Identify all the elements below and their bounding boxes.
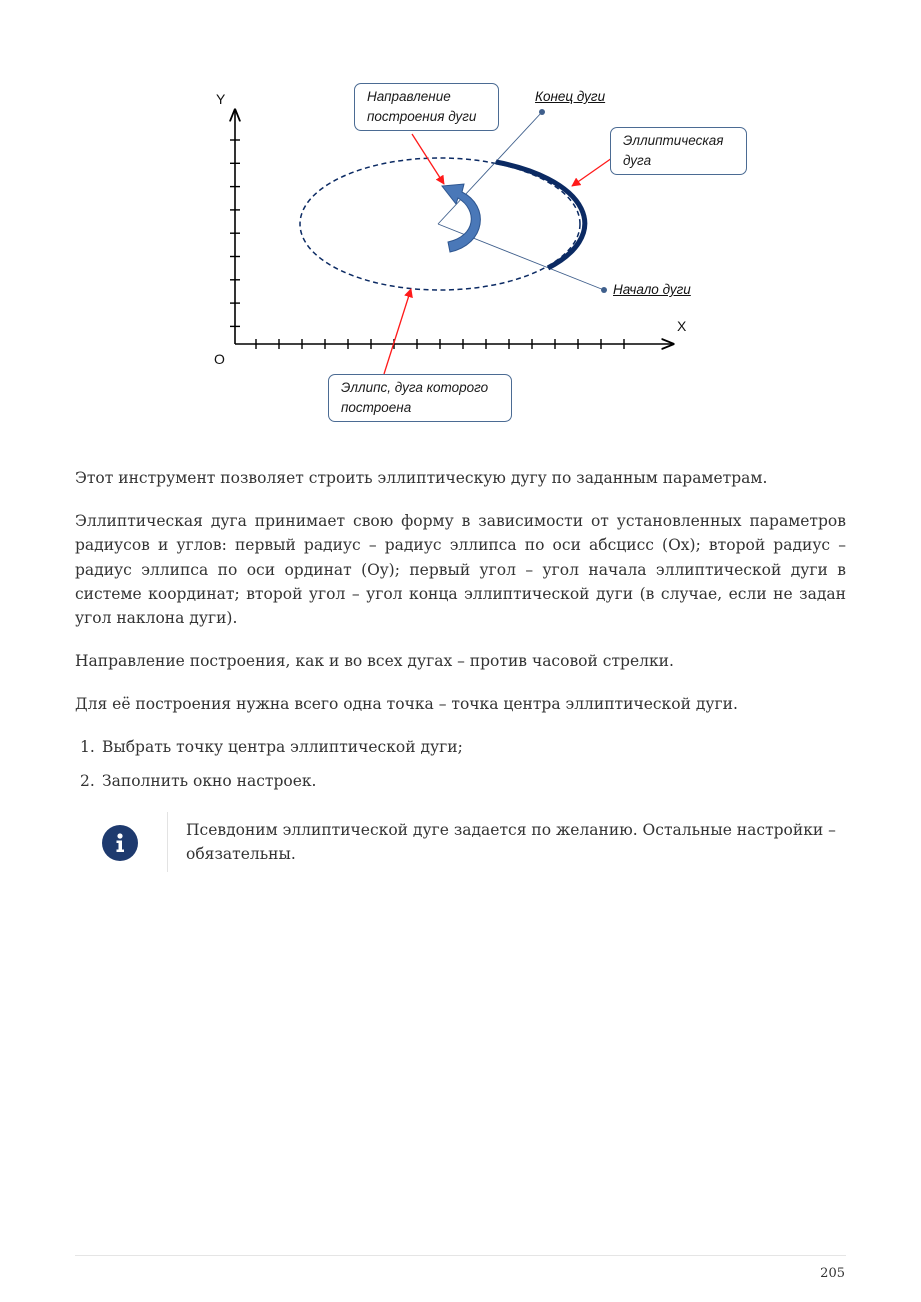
arc-start-label: Начало дуги: [613, 282, 691, 297]
info-icon: [102, 825, 138, 861]
pointer-ellipse: [384, 289, 411, 374]
elliptic-arc-diagram: [200, 78, 760, 428]
points-paragraph: Для её построения нужна всего одна точка – точка центра эллиптической дуги.: [75, 695, 738, 713]
callout-ellipse-line2: построена: [341, 400, 412, 415]
arc-end-label: Конец дуги: [535, 89, 606, 104]
callout-arc-line1: Эллиптическая: [623, 133, 724, 148]
y-axis-label: Y: [216, 91, 226, 107]
page-number: 205: [820, 1266, 845, 1281]
callout-ellipse-line1: Эллипс, дуга которого: [341, 380, 489, 395]
list-item-text: Заполнить окно настроек.: [102, 772, 317, 790]
x-axis-label: X: [677, 318, 687, 334]
intro-paragraph: Этот инструмент позволяет строить эллиптическую дугу по заданным параметрам.: [75, 469, 768, 487]
callout-direction: [354, 83, 499, 131]
list-item: [80, 735, 780, 759]
direction-paragraph: Направление построения, как и во всех дугах – против часовой стрелки.: [75, 652, 674, 670]
end-point: [539, 109, 545, 115]
list-item-number: 2.: [80, 772, 95, 790]
pointer-arc: [572, 158, 612, 186]
list-item-text: Выбрать точку центра эллиптической дуги;: [102, 738, 463, 756]
callout-direction-line2: построения дуги: [367, 109, 477, 124]
origin-label: O: [214, 351, 225, 367]
callout-arc: [610, 127, 747, 175]
list-item: [80, 769, 780, 793]
start-point: [601, 287, 607, 293]
footer-divider: [75, 1255, 846, 1256]
note-divider: [167, 812, 168, 872]
list-item-number: 1.: [80, 738, 95, 756]
callout-ellipse: [328, 374, 512, 422]
description-paragraph: Эллиптическая дуга принимает свою форму в зависимости от установленных параметров радиусов и углов: первый радиус – радиус эллипса по оси абсцисс (Ox); второй радиус – радиус эллипса по оси ординат (Oy); первый угол – угол начала эллиптической дуги в системе координат; второй угол – угол конца эллиптической дуги (в случае, если не задан угол наклона дуги).: [75, 512, 846, 628]
callout-direction-line1: Направление: [367, 89, 451, 104]
note-text: Псевдоним эллиптической дуге задается по желанию. Остальные настройки – обязательны.: [186, 821, 836, 863]
direction-arrow: [442, 184, 480, 252]
callout-arc-line2: дуга: [623, 153, 652, 168]
